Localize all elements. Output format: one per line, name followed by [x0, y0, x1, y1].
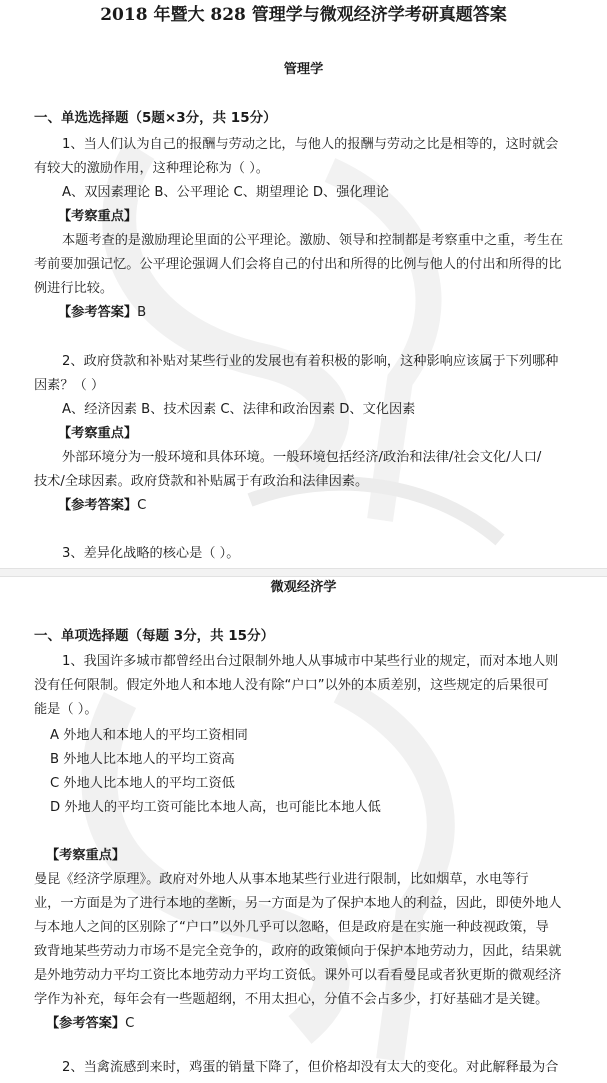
q2-focus-label: 【考察重点】	[58, 426, 138, 441]
mq1-answer	[46, 1016, 134, 1032]
mq1-focus-line-4: 致背地某些劳动力市场不是完全竞争的，政府的政策倾向于保护本地劳动力，因此，结果就	[34, 944, 562, 959]
q1-answer	[58, 305, 146, 321]
part1-section-heading: 一、单选选择题（5题×3分，共 15分）	[34, 110, 277, 126]
q2-focus-line-2: 技术/全球因素。政府贷款和补贴属于有政治和法律因素。	[34, 474, 369, 489]
part1-heading: 管理学	[283, 62, 324, 77]
mq1-focus-line-2: 业，一方面是为了进行本地的垄断，另一方面是为了保护本地人的利益，因此，即使外地人	[34, 896, 562, 911]
mq1-option-b: B 外地人比本地人的平均工资高	[50, 752, 235, 767]
mq1-line-2: 没有任何限制。假定外地人和本地人没有除“户口”以外的本质差别，这些规定的后果很可	[34, 678, 549, 693]
q2-answer-label: 【参考答案】	[58, 498, 138, 513]
mq1-answer-value: C	[125, 1016, 135, 1031]
q3-line: 3、差异化战略的核心是（ ）。	[62, 546, 240, 561]
part2-section-heading: 一、单项选择题（每题 3分，共 15分）	[34, 628, 275, 644]
mq1-option-d: D 外地人的平均工资可能比本地人高，也可能比本地人低	[50, 800, 381, 815]
mq1-focus-label: 【考察重点】	[46, 848, 126, 863]
q2-line-2: 因素？（ ）	[34, 378, 105, 393]
q1-focus-line-2: 考前要加强记忆。公平理论强调人们会将自己的付出和所得的比例与他人的付出和所得的比	[34, 257, 562, 272]
q1-focus-label: 【考察重点】	[58, 209, 138, 224]
page-break	[0, 568, 607, 577]
mq1-answer-label: 【参考答案】	[46, 1016, 126, 1031]
part2-heading: 微观经济学	[270, 580, 337, 595]
mq2-line-1: 2、当禽流感到来时，鸡蛋的销量下降了，但价格却没有太大的变化。对此解释最为合	[62, 1060, 559, 1075]
mq1-option-c: C 外地人比本地人的平均工资低	[50, 776, 235, 791]
mq1-line-3: 能是（ ）。	[34, 702, 98, 717]
q2-focus-line-1: 外部环境分为一般环境和具体环境。一般环境包括经济/政治和法律/社会文化/人口/	[62, 450, 542, 465]
mq1-focus-line-1: 曼昆《经济学原理》。政府对外地人从事本地某些行业进行限制，比如烟草，水电等行	[34, 872, 529, 887]
q2-options: A、经济因素 B、技术因素 C、法律和政治因素 D、文化因素	[62, 402, 416, 417]
q1-answer-value: B	[137, 305, 147, 320]
q1-line-1: 1、当人们认为自己的报酬与劳动之比，与他人的报酬与劳动之比是相等的，这时就会	[62, 137, 559, 152]
mq1-focus-line-3: 与本地人之间的区别除了“户口”以外几乎可以忽略，但是政府是在实施一种歧视政策，导	[34, 920, 549, 935]
q1-focus-line-1: 本题考查的是激励理论里面的公平理论。激励、领导和控制都是考察重中之重，考生在	[62, 233, 564, 248]
q1-line-2: 有较大的激励作用，这种理论称为（ ）。	[34, 161, 269, 176]
q1-options: A、双因素理论 B、公平理论 C、期望理论 D、强化理论	[62, 185, 389, 200]
document-title: 2018 年暨大 828 管理学与微观经济学考研真题答案	[100, 5, 507, 25]
q2-answer	[58, 498, 146, 514]
mq1-focus-line-5: 是外地劳动力平均工资比本地劳动力平均工资低。课外可以看看曼昆或者狄更斯的微观经济	[34, 968, 562, 983]
mq1-focus-line-6: 学作为补充，每年会有一些题超纲，不用太担心，分值不会占多少，打好基础才是关键。	[34, 992, 549, 1007]
mq1-option-a: A 外地人和本地人的平均工资相同	[50, 728, 248, 743]
q1-focus-line-3: 例进行比较。	[34, 281, 114, 296]
mq1-line-1: 1、我国许多城市都曾经出台过限制外地人从事城市中某些行业的规定，而对本地人则	[62, 654, 559, 669]
q2-line-1: 2、政府贷款和补贴对某些行业的发展也有着积极的影响，这种影响应该属于下列哪种	[62, 354, 559, 369]
q2-answer-value: C	[137, 498, 147, 513]
q1-answer-label: 【参考答案】	[58, 305, 138, 320]
